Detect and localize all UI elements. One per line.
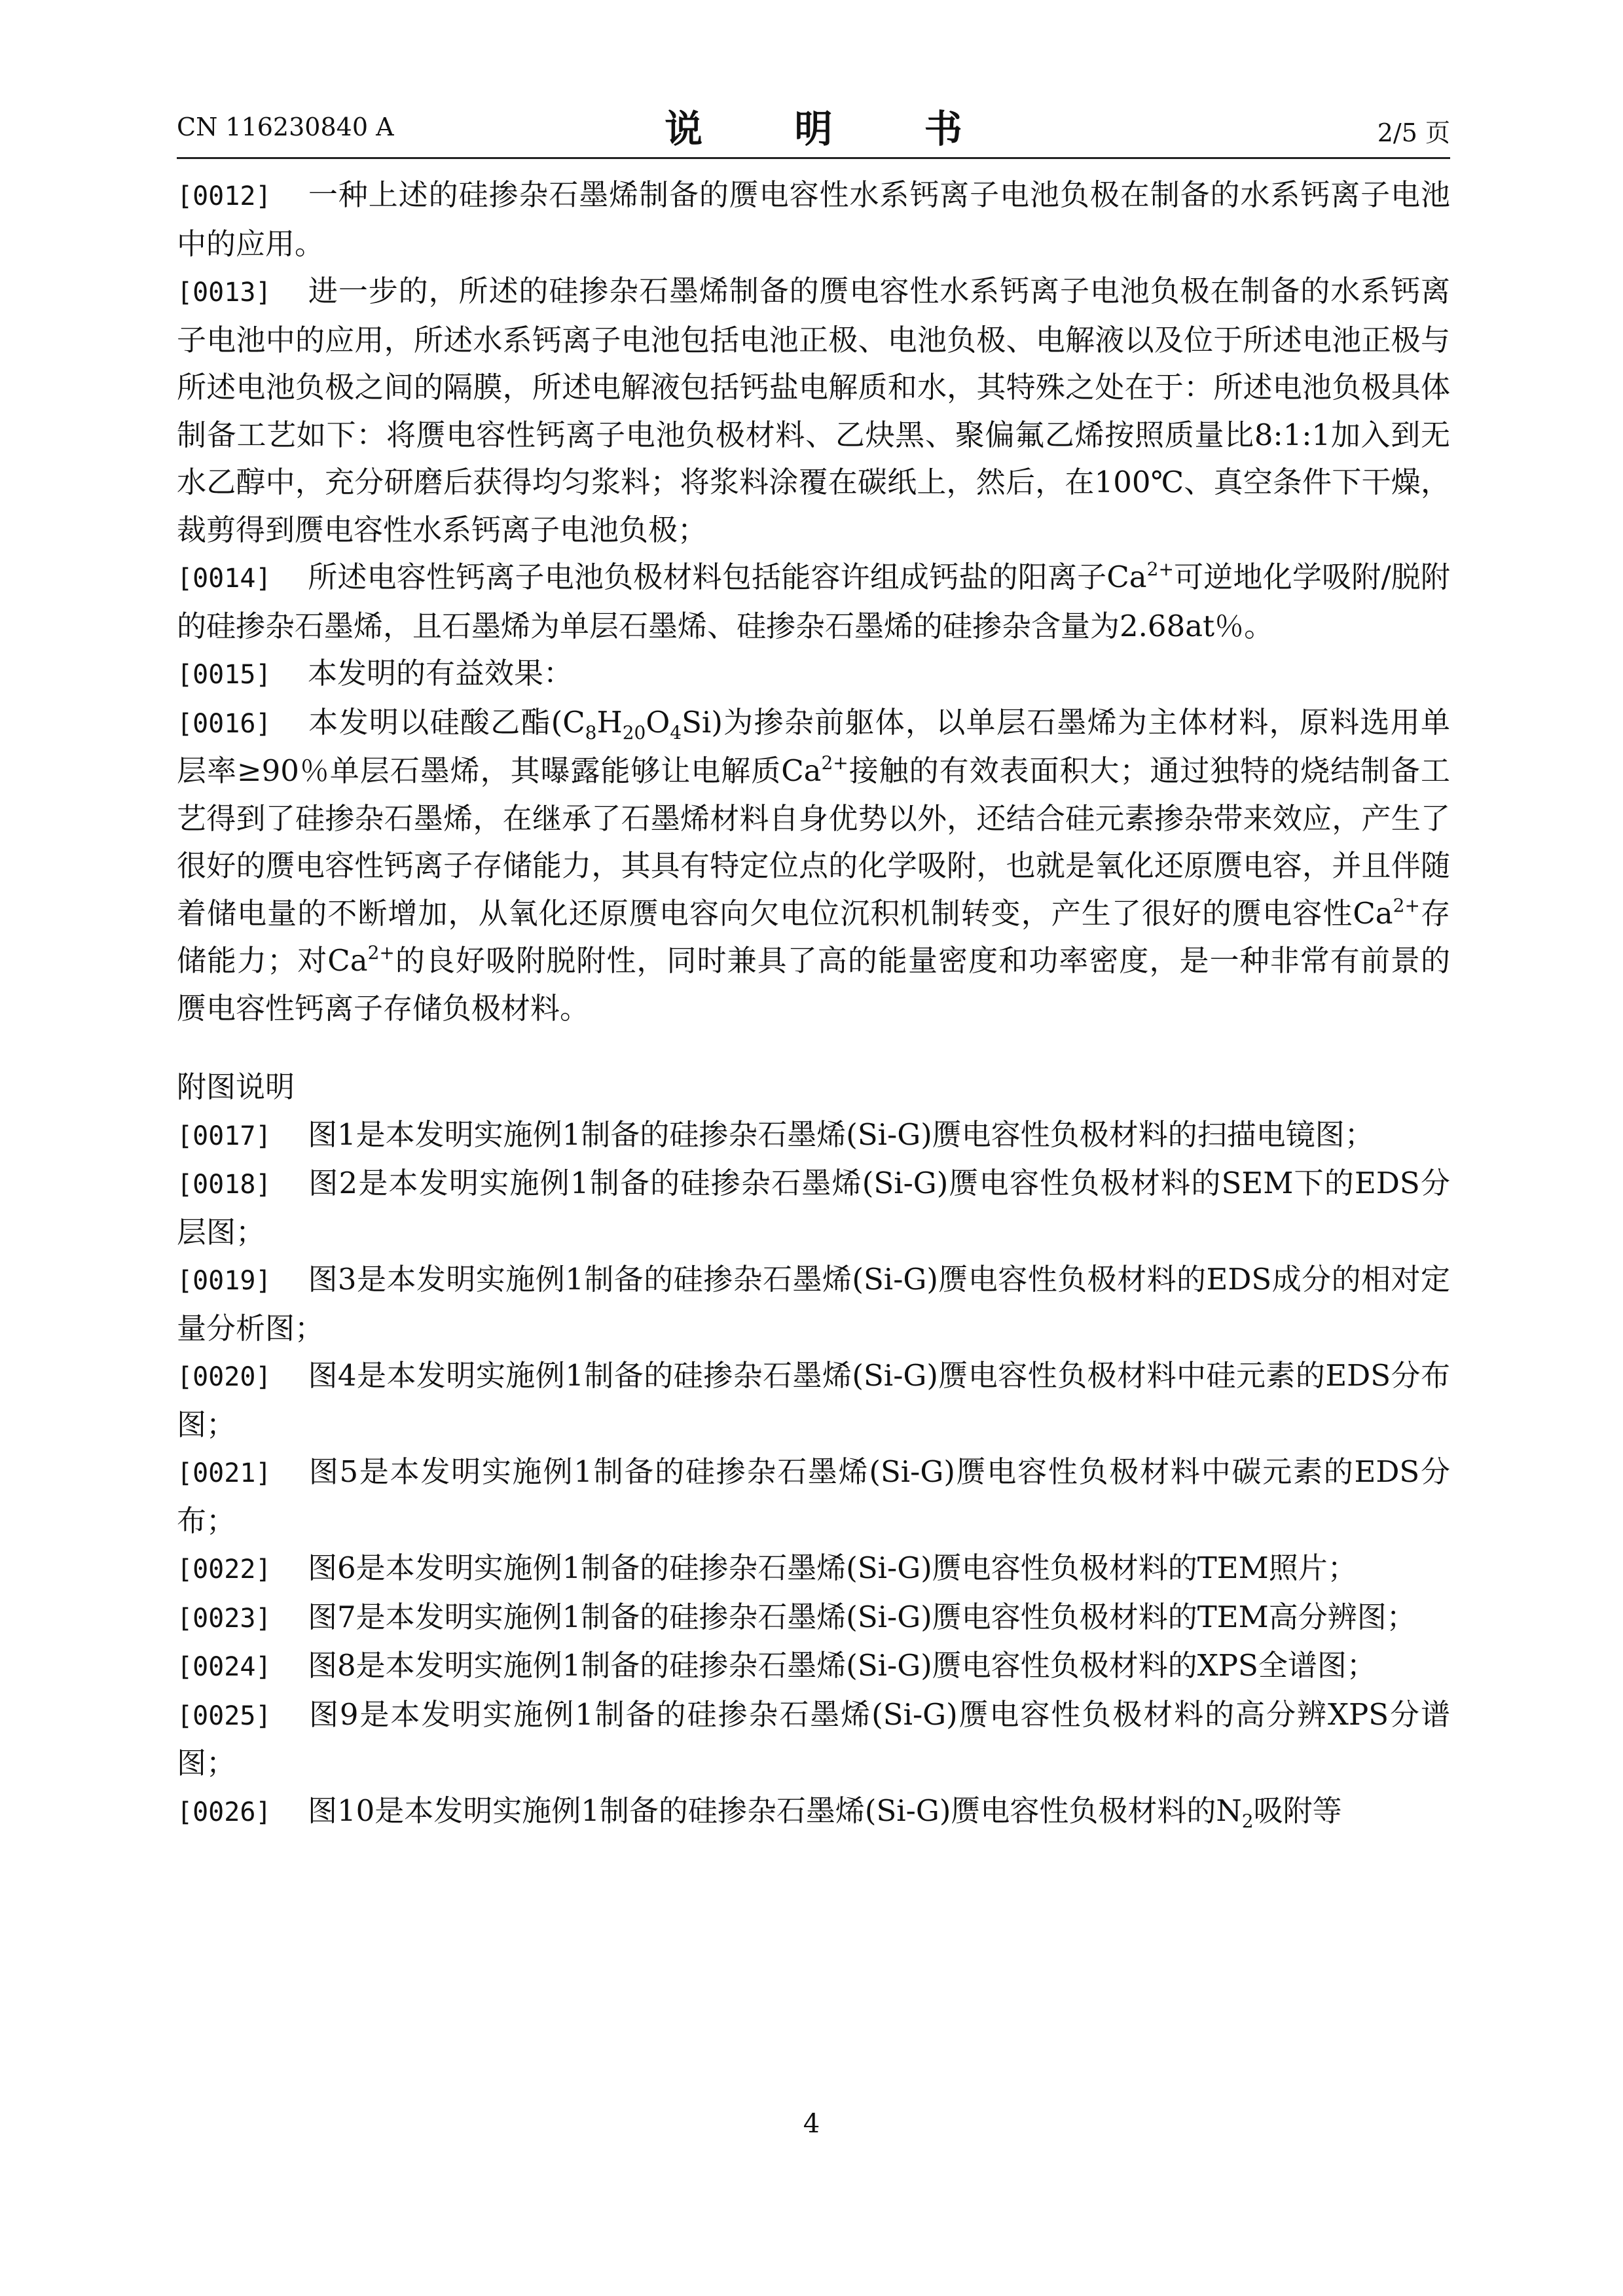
paragraph-0017 [177,1111,1450,1160]
superscript: 2+ [1146,558,1174,580]
paragraph-text: 吸附等 [1253,1793,1342,1828]
page-indicator: 2/5 页 [1377,118,1450,147]
superscript: 2+ [367,942,395,963]
paragraph-number: [0019] [177,1266,272,1296]
paragraph-0022 [177,1545,1450,1594]
paragraph-text: 的良好吸附脱附性，同时兼具了高的能量密度和功率密度，是一种非常有前景的赝电容性钙离子存储负极材料。 [177,943,1450,1026]
paragraph-0019 [177,1256,1450,1352]
paragraph-text: 接触的有效表面积大；通过独特的烧结制备工艺得到了硅掺杂石墨烯，在继承了石墨烯材料自身优势以外，还结合硅元素掺杂带来效应，产生了很好的赝电容性钙离子存储能力，其具有特定位点的化学吸附，也就是氧化还原赝电容，并且伴随着储电量的不断增加，从氧化还原赝电容向欠电位沉积机制转变，产生了很好的赝电容性Ca [177,753,1450,931]
paragraph-0013 [177,268,1450,554]
paragraph-0025 [177,1691,1450,1787]
paragraph-text: 图6是本发明实施例1制备的硅掺杂石墨烯(Si-G)赝电容性负极材料的TEM照片； [308,1551,1357,1585]
paragraph-text: 图7是本发明实施例1制备的硅掺杂石墨烯(Si-G)赝电容性负极材料的TEM高分辨图； [308,1599,1416,1634]
paragraph-number: [0023] [177,1603,272,1634]
paragraph-number: [0015] [177,660,272,690]
paragraph-text: 图1是本发明实施例1制备的硅掺杂石墨烯(Si-G)赝电容性负极材料的扫描电镜图； [308,1117,1374,1152]
paragraph-text: 图2是本发明实施例1制备的硅掺杂石墨烯(Si-G)赝电容性负极材料的SEM下的EDS分层图； [177,1166,1450,1249]
section-heading: 附图说明 [177,1069,295,1104]
header-divider [177,157,1450,159]
paragraph-text: 所述电容性钙离子电池负极材料包括能容许组成钙盐的阳离子Ca [308,560,1147,594]
paragraph-0023 [177,1594,1450,1643]
paragraph-0016 [177,699,1450,1033]
paragraph-number: [0024] [177,1652,272,1682]
paragraph-text: 图9是本发明实施例1制备的硅掺杂石墨烯(Si-G)赝电容性负极材料的高分辨XPS分谱图； [177,1696,1450,1780]
paragraph-0020 [177,1352,1450,1448]
paragraph-number: [0012] [177,181,272,211]
document-body [177,171,1450,1836]
paragraph-0015 [177,650,1450,699]
paragraph-0021 [177,1448,1450,1545]
paragraph-number: [0014] [177,564,272,594]
subscript: 4 [670,721,682,744]
publication-number: CN 116230840 A [177,113,394,141]
subscript: 20 [622,721,646,744]
paragraph-number: [0026] [177,1797,272,1827]
subscript: 8 [585,721,597,744]
paragraph-text: 本发明的有益效果： [308,656,574,691]
paragraph-text: 图3是本发明实施例1制备的硅掺杂石墨烯(Si-G)赝电容性负极材料的EDS成分的相对定量分析图； [177,1262,1450,1346]
paragraph-text: 可逆地化学吸附/脱附的硅掺杂石墨烯，且石墨烯为单层石墨烯、硅掺杂石墨烯的硅掺杂含量为2.68at％。 [177,560,1451,643]
paragraph-text: 本发明以硅酸乙酯(C [308,704,585,740]
page-number-footer: 4 [803,2109,820,2139]
paragraph-number: [0017] [177,1121,272,1151]
subscript: 2 [1241,1810,1254,1832]
document-title: 说 明 书 [665,107,1002,151]
paragraph-text: 图10是本发明实施例1制备的硅掺杂石墨烯(Si-G)赝电容性负极材料的N [308,1793,1242,1828]
paragraph-0014 [177,554,1450,650]
paragraph-text: 一种上述的硅掺杂石墨烯制备的赝电容性水系钙离子电池负极在制备的水系钙离子电池中的应用。 [177,177,1450,261]
paragraph-number: [0022] [177,1554,272,1585]
paragraph-text: 进一步的，所述的硅掺杂石墨烯制备的赝电容性水系钙离子电池负极在制备的水系钙离子电池中的应用，所述水系钙离子电池包括电池正极、电池负极、电解液以及位于所述电池正极与所述电池负极之间的隔膜，所述电解液包括钙盐电解质和水，其特殊之处在于：所述电池负极具体制备工艺如下：将赝电容性钙离子电池负极材料、乙炔黑、聚偏氟乙烯按照质量比8:1:1加入到无水乙醇中，充分研磨后获得均匀浆料；将浆料涂覆在碳纸上，然后，在100℃、真空条件下干燥，裁剪得到赝电容性水系钙离子电池负极； [177,274,1450,547]
paragraph-text: 存储能力；对Ca [177,895,1450,978]
paragraph-0024 [177,1642,1450,1691]
paragraph-text: 图4是本发明实施例1制备的硅掺杂石墨烯(Si-G)赝电容性负极材料中硅元素的EDS分布图； [177,1358,1450,1442]
paragraph-0026 [177,1787,1450,1837]
paragraph-text: O [646,704,670,740]
paragraph-0012 [177,171,1450,268]
page-header [177,98,1450,157]
paragraph-number: [0025] [177,1700,272,1731]
paragraph-text: 图5是本发明实施例1制备的硅掺杂石墨烯(Si-G)赝电容性负极材料中碳元素的EDS分布； [177,1454,1450,1538]
paragraph-number: [0013] [177,278,272,308]
paragraph-number: [0020] [177,1362,272,1392]
paragraph-text: 图8是本发明实施例1制备的硅掺杂石墨烯(Si-G)赝电容性负极材料的XPS全谱图； [308,1648,1376,1683]
paragraph-text: H [596,704,623,740]
paragraph-number: [0021] [177,1458,272,1488]
paragraph-text: Si)为掺杂前躯体，以单层石墨烯为主体材料，原料选用单层率≥90％单层石墨烯，其曝露能够让电解质Ca [177,704,1450,788]
paragraph-0018 [177,1160,1450,1256]
paragraph-number: [0018] [177,1170,272,1200]
superscript: 2+ [821,752,848,774]
superscript: 2+ [1393,894,1420,916]
paragraph-number: [0016] [177,708,272,739]
